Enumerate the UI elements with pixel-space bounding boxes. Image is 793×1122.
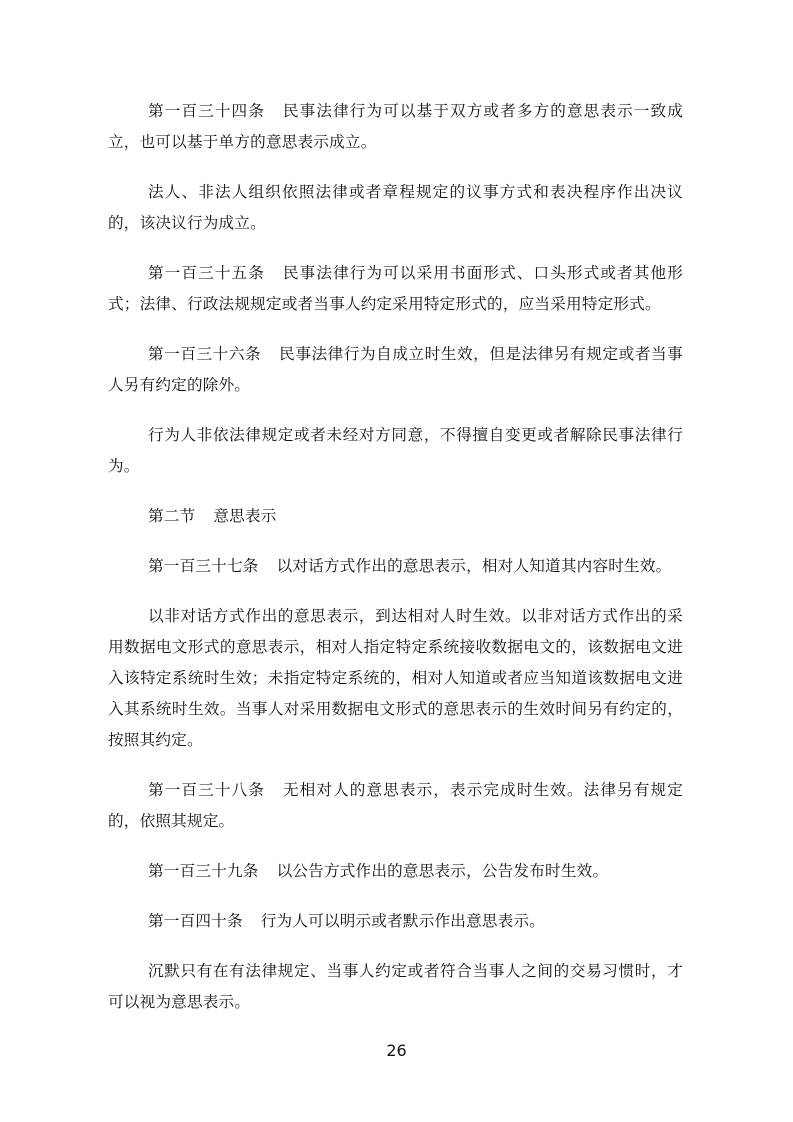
page-number: 26 xyxy=(386,1041,407,1060)
article-text: 以对话方式作出的意思表示，相对人知道其内容时生效。 xyxy=(276,557,672,575)
article-text: 沉默只有在有法律规定、当事人约定或者符合当事人之间的交易习惯时，才可以视为意思表示。 xyxy=(108,962,683,1011)
article-label: 第一百三十八条 xyxy=(148,781,265,799)
section-title: 意思表示 xyxy=(213,507,277,525)
article-label: 第一百三十四条 xyxy=(148,102,265,120)
section-label: 第二节 xyxy=(148,507,196,525)
article-label: 第一百三十九条 xyxy=(148,862,259,880)
section-heading xyxy=(108,501,683,532)
article-text: 行为人可以明示或者默示作出意思表示。 xyxy=(260,912,546,930)
article-label: 第一百四十条 xyxy=(148,912,243,930)
article-text: 以非对话方式作出的意思表示，到达相对人时生效。以非对话方式作出的采用数据电文形式的意思表示，相对人指定特定系统接收数据电文的，该数据电文进入该特定系统时生效；未指定特定系统的，相对人知道或者应当知道该数据电文进入其系统时生效。当事人对采用数据电文形式的意思表示的生效时间另有约定的，按照其约定。 xyxy=(108,607,683,749)
article-139 xyxy=(108,856,683,887)
article-134-paragraph-2 xyxy=(108,177,683,239)
article-label: 第一百三十六条 xyxy=(148,345,262,363)
article-137 xyxy=(108,551,683,582)
article-136 xyxy=(108,339,683,401)
article-134 xyxy=(108,96,683,158)
document-body xyxy=(108,96,683,1037)
article-label: 第一百三十七条 xyxy=(148,557,259,575)
article-138 xyxy=(108,775,683,837)
article-140 xyxy=(108,906,683,937)
article-text: 无相对人的意思表示，表示完成时生效。法律另有规定的，依照其规定。 xyxy=(108,781,683,830)
article-135 xyxy=(108,258,683,320)
article-text: 民事法律行为可以基于双方或者多方的意思表示一致成立，也可以基于单方的意思表示成立。 xyxy=(108,102,683,151)
article-text: 法人、非法人组织依照法律或者章程规定的议事方式和表决程序作出决议的，该决议行为成立。 xyxy=(108,183,683,232)
article-label: 第一百三十五条 xyxy=(148,264,265,282)
article-text: 民事法律行为可以采用书面形式、口头形式或者其他形式；法律、行政法规规定或者当事人约定采用特定形式的，应当采用特定形式。 xyxy=(108,264,683,313)
article-140-paragraph-2 xyxy=(108,956,683,1018)
article-137-paragraph-2 xyxy=(108,601,683,756)
article-text: 民事法律行为自成立时生效，但是法律另有规定或者当事人另有约定的除外。 xyxy=(108,345,683,394)
article-text: 以公告方式作出的意思表示，公告发布时生效。 xyxy=(276,862,609,880)
article-136-paragraph-2 xyxy=(108,420,683,482)
article-text: 行为人非依法律规定或者未经对方同意，不得擅自变更或者解除民事法律行为。 xyxy=(108,426,683,475)
